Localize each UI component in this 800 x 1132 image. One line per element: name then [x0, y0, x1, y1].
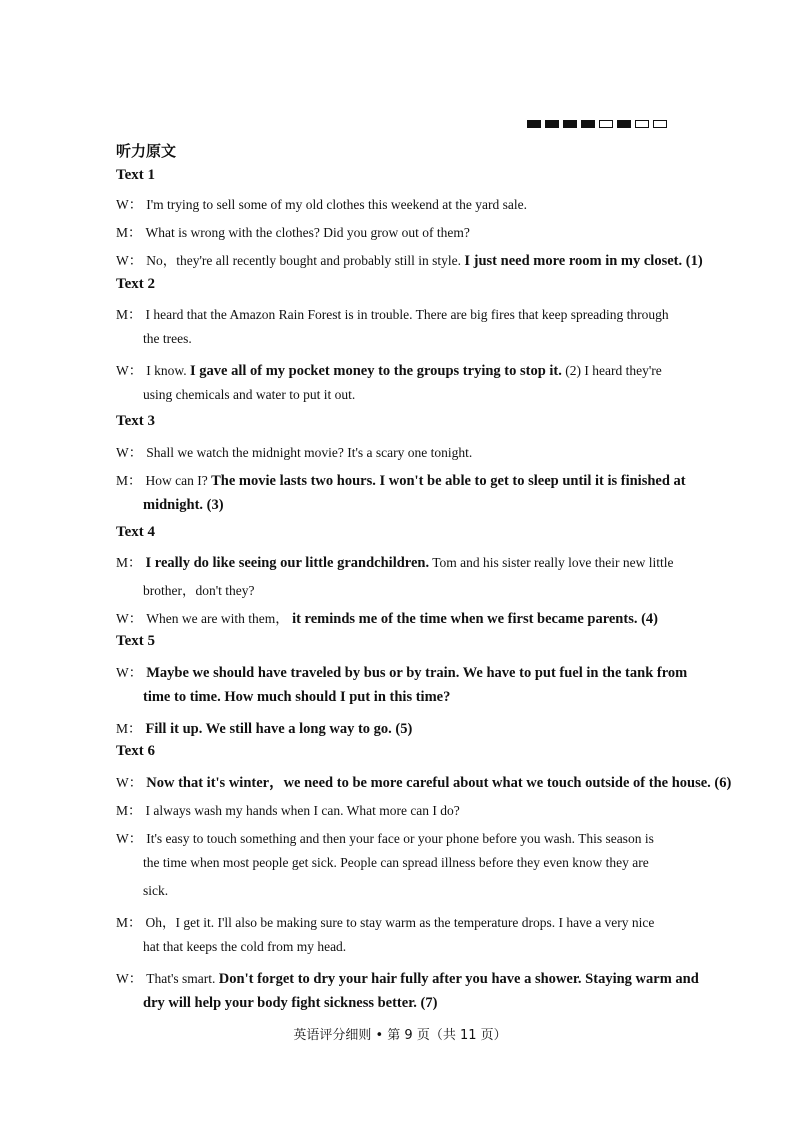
speaker-label: M： [116, 307, 142, 322]
dialogue-line [143, 331, 192, 347]
speaker-label: W： [116, 831, 143, 846]
line-text: hat that keeps the cold from my head. [143, 939, 347, 954]
speaker-label: M： [116, 915, 142, 930]
speaker-label: W： [116, 197, 143, 212]
line-text: I always wash my hands when I can. What more can I do? [145, 803, 460, 818]
dialogue-line [143, 995, 437, 1012]
dialogue-line [116, 249, 703, 270]
line-text: What is wrong with the clothes? Did you grow out of them? [145, 225, 470, 240]
dialogue-line [116, 193, 527, 213]
progress-mark [563, 120, 577, 128]
key-answer-text: Fill it up. We still have a long way to go. (5) [145, 721, 413, 737]
key-answer-text: Don't forget to dry your hair fully after you have a shower. Staying warm and [218, 971, 699, 987]
progress-mark [617, 120, 631, 128]
text-heading: Text 3 [116, 413, 156, 429]
page-title: 听力原文 [116, 142, 177, 160]
progress-mark [653, 120, 667, 128]
key-answer-text: Maybe we should have traveled by bus or by train. We have to put fuel in the tank from [146, 665, 688, 681]
dialogue-line [143, 579, 255, 599]
dialogue-line [116, 967, 699, 988]
dialogue-line [116, 359, 662, 380]
text-heading: Text 2 [116, 276, 156, 292]
speaker-label: W： [116, 775, 143, 790]
line-text: Shall we watch the midnight movie? It's a scary one tonight. [146, 445, 473, 460]
line-text: I'm trying to sell some of my old clothes this weekend at the yard sale. [146, 197, 527, 212]
progress-mark [545, 120, 559, 128]
line-text: sick. [143, 883, 169, 898]
speaker-label: M： [116, 225, 142, 240]
line-text: I know. [146, 363, 187, 378]
line-text: When we are with them， [146, 611, 289, 626]
dialogue-line [116, 827, 654, 847]
key-answer-text: midnight. (3) [143, 497, 224, 513]
key-answer-text: I gave all of my pocket money to the groups trying to stop it. [190, 363, 562, 379]
dialogue-line [116, 717, 412, 738]
dialogue-line [116, 469, 686, 490]
line-text: I heard that the Amazon Rain Forest is in trouble. There are big fires that keep spreading through [145, 307, 669, 322]
speaker-label: W： [116, 363, 143, 378]
progress-mark [599, 120, 613, 128]
speaker-label: W： [116, 971, 143, 986]
key-answer-text: I really do like seeing our little grandchildren. [145, 555, 430, 571]
progress-mark [635, 120, 649, 128]
dialogue-line [143, 689, 450, 706]
line-text: the time when most people get sick. People can spread illness before they even know they are [143, 855, 649, 870]
speaker-label: W： [116, 611, 143, 626]
page-footer: 英语评分细则 • 第 9 页（共 11 页） [293, 1028, 507, 1043]
dialogue-line [116, 799, 460, 819]
speaker-label: M： [116, 803, 142, 818]
dialogue-line [116, 303, 669, 323]
speaker-label: M： [116, 473, 142, 488]
key-answer-text: Now that it's winter，we need to be more careful about what we touch outside of the house. (6) [146, 775, 732, 791]
key-answer-text: it reminds me of the time when we first became parents. (4) [292, 611, 658, 627]
speaker-label: W： [116, 665, 143, 680]
text-heading: Text 4 [116, 524, 156, 540]
line-text: the trees. [143, 331, 192, 346]
key-answer-text: time to time. How much should I put in this time? [143, 689, 451, 705]
dialogue-line [143, 497, 224, 514]
speaker-label: W： [116, 253, 143, 268]
progress-marks [527, 120, 667, 128]
dialogue-line [116, 607, 658, 628]
line-text: brother，don't they? [143, 583, 255, 598]
line-text: (2) I heard they're [565, 363, 662, 378]
dialogue-line [116, 221, 470, 241]
dialogue-line [143, 387, 355, 403]
dialogue-line [116, 441, 472, 461]
speaker-label: M： [116, 721, 142, 736]
text-heading: Text 5 [116, 633, 156, 649]
key-answer-text: dry will help your body fight sickness better. (7) [143, 995, 438, 1011]
dialogue-line [116, 551, 673, 572]
line-text: No，they're all recently bought and probably still in style. [146, 253, 461, 268]
speaker-label: W： [116, 445, 143, 460]
dialogue-line [116, 661, 687, 682]
dialogue-line [143, 883, 168, 899]
line-text: That's smart. [146, 971, 216, 986]
dialogue-line [143, 939, 346, 955]
line-text: Oh，I get it. I'll also be making sure to stay warm as the temperature drops. I have a very nice [145, 915, 655, 930]
progress-mark [581, 120, 595, 128]
key-answer-text: The movie lasts two hours. I won't be able to get to sleep until it is finished at [211, 473, 686, 489]
dialogue-line [116, 911, 654, 931]
line-text: It's easy to touch something and then your face or your phone before you wash. This season is [146, 831, 654, 846]
speaker-label: M： [116, 555, 142, 570]
dialogue-line [143, 855, 649, 871]
key-answer-text: I just need more room in my closet. (1) [464, 253, 703, 269]
line-text: How can I? [145, 473, 208, 488]
text-heading: Text 1 [116, 167, 156, 183]
progress-mark [527, 120, 541, 128]
line-text: using chemicals and water to put it out. [143, 387, 356, 402]
dialogue-line [116, 771, 731, 792]
text-heading: Text 6 [116, 743, 156, 759]
line-text: Tom and his sister really love their new little [432, 555, 674, 570]
